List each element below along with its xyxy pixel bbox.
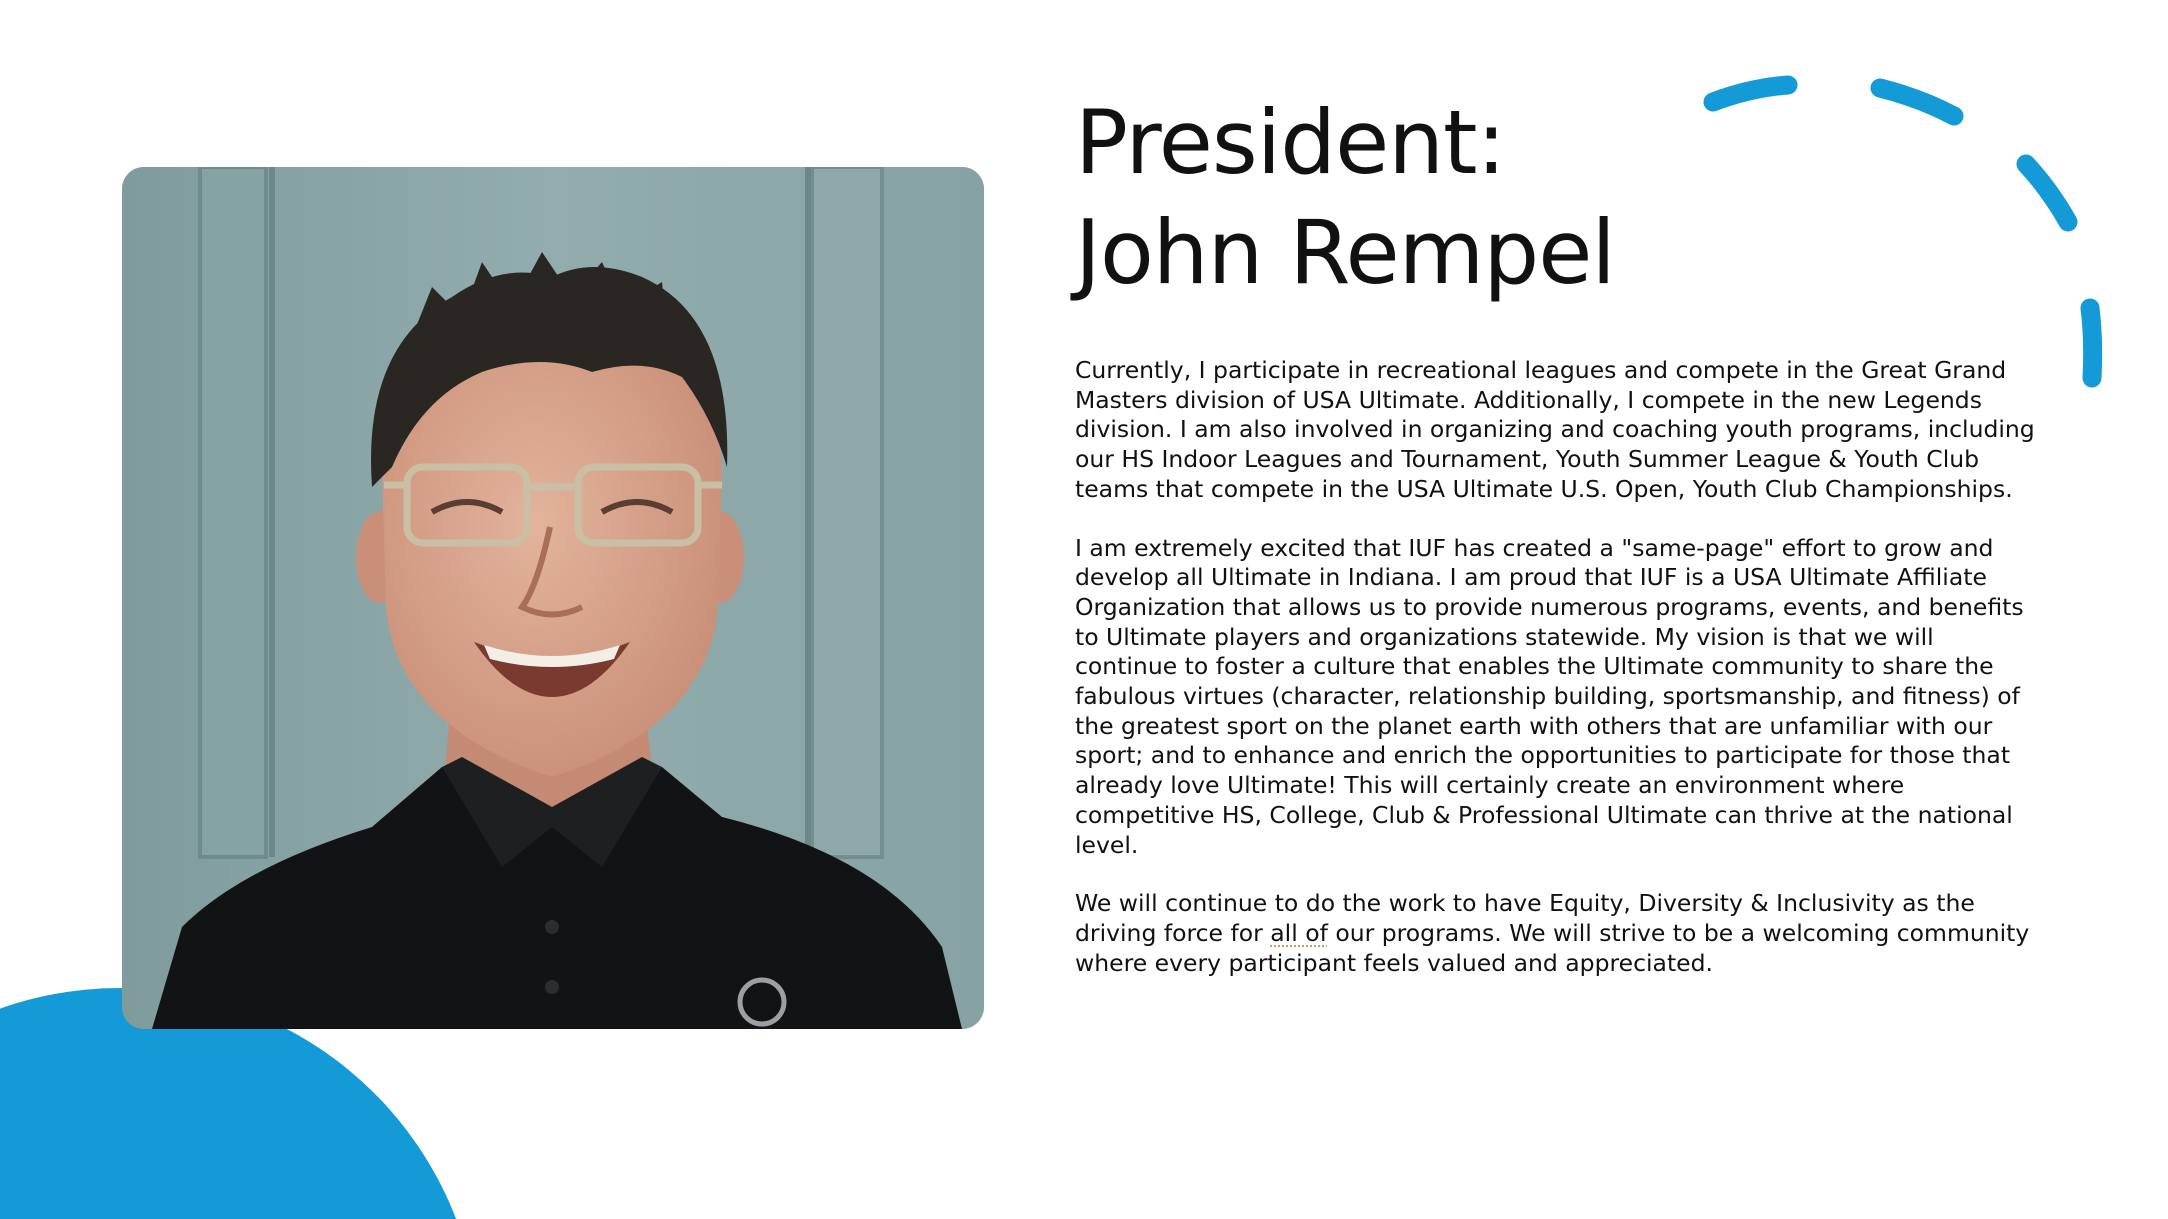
arc-dash-1: [1713, 85, 1788, 102]
profile-photo: [122, 167, 984, 1029]
bio-paragraph-3-start: We will continue to do the work to have Equity, Diversity & Inclusivity as the driving force for: [1075, 889, 1975, 947]
arc-dash-4: [2090, 308, 2093, 378]
bio-paragraph-1: Currently, I participate in recreational leagues and compete in the Great Grand Masters division of USA Ultimate. Additionally, I compete in the new Legends division. I am also involved in organizing and coaching youth programs, including our HS Indoor Leagues and Tournament, Youth Summer League & Youth Club teams that compete in the USA Ultimate U.S. Open, Youth Club Championships.: [1075, 356, 2035, 503]
page-title: [1075, 88, 1615, 308]
arc-dash-3: [2026, 164, 2068, 222]
arc-dash-2: [1880, 88, 1954, 116]
bio-text: [1075, 356, 2035, 1007]
title-name: John Rempel: [1075, 201, 1615, 304]
bio-paragraph-2: I am extremely excited that IUF has created a "same-page" effort to grow and develop all Ultimate in Indiana. I am proud that IUF is a USA Ultimate Affiliate Organization that allows us to provide numerous programs, events, and benefits to Ultimate players and organizations statewide. My vision is that we will continue to foster a culture that enables the Ultimate community to share the fabulous virtues (character, relationship building, sportsmanship, and fitness) of the greatest sport on the planet earth with others that are unfamiliar with our sport; and to enhance and enrich the opportunities to participate for those that already love Ultimate! This will certainly create an environment where competitive HS, College, Club & Professional Ultimate can thrive at the national level.: [1075, 533, 2024, 859]
bio-paragraph-3-end: our programs. We will strive to be a welcoming community where every participant feels valued and appreciated.: [1075, 918, 2030, 977]
title-role: President:: [1075, 91, 1506, 194]
bio-paragraph-3: [1075, 889, 2035, 978]
portrait-illustration: [122, 167, 984, 1029]
spellcheck-underlined-text: all of: [1270, 918, 1328, 947]
